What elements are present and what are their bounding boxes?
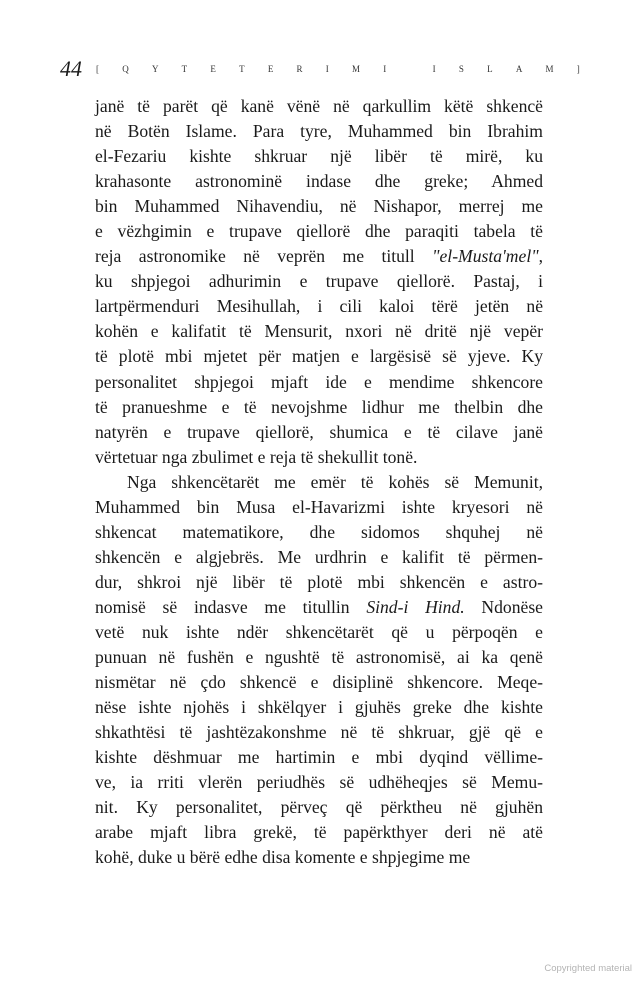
running-title-char: L — [487, 64, 493, 74]
running-title-char: R — [296, 64, 303, 74]
body-text — [95, 94, 543, 870]
running-title-char: T — [181, 64, 188, 74]
running-title-char: S — [458, 64, 464, 74]
text-line: nismëtar në çdo shkencë e disiplinë shkencore. Meqe- — [95, 672, 543, 693]
running-title-char: M — [351, 64, 360, 74]
page-number: 44 — [60, 56, 82, 81]
copyright-watermark: Copyrighted material — [544, 963, 632, 974]
text-line: të pranueshme e të nevojshme lidhur me thelbin dhe — [95, 396, 543, 417]
running-title-char: E — [267, 64, 274, 74]
text-line: nëse ishte njohës i shkëlqyer i gjuhës greke dhe kishte — [95, 697, 543, 718]
running-title-char: A — [515, 64, 523, 74]
text-line: nit. Ky personalitet, përveç që përktheu në gjuhën — [95, 797, 543, 818]
italic-title: "el-Musta'mel" — [432, 246, 539, 267]
text-line: dur, shkroi një libër të plotë mbi shkencën e astro- — [95, 571, 543, 592]
text-line: personalitet shpjegoi mjaft ide e mendime shkencore — [95, 371, 543, 392]
running-title-char: M — [545, 64, 554, 74]
running-title-char: I — [325, 64, 329, 74]
text-segment: nomisë së indasve me titullin — [95, 596, 367, 617]
text-line: Muhammed bin Musa el-Havarizmi ishte kryesori në — [95, 496, 543, 517]
text-line: ve, ia rriti vlerën periudhës së udhëheqjes së Memu- — [95, 772, 543, 793]
text-line: el-Fezariu kishte shkruar një libër të mirë, ku — [95, 146, 543, 167]
text-line: janë të parët që kanë vënë në qarkullim këtë shkencë — [95, 96, 543, 116]
text-segment: , — [538, 246, 543, 267]
text-line: shkathtësi të jashtëzakonshme në të shkruar, gjë që e — [95, 722, 543, 743]
text-line: bin Muhammed Nihavendiu, në Nishapor, merrej me — [95, 196, 543, 217]
text-line: kohën e kalifatit të Mensurit, nxori në dritë një vepër — [95, 321, 543, 342]
text-line: shkencën e algjebrës. Me urdhrin e kalifit të përmen- — [95, 546, 543, 567]
text-line: ku shpjegoi adhurimin e trupave qiellorë. Pastaj, i — [95, 271, 543, 292]
text-line: e vëzhgimin e trupave qiellorë dhe paraqiti tabela të — [95, 221, 543, 242]
running-title-char: Q — [122, 64, 129, 74]
text-line: Nga shkencëtarët me emër të kohës së Memunit, — [127, 471, 543, 492]
running-title-char: I — [383, 64, 387, 74]
running-title-char: Y — [151, 64, 159, 74]
text-line: kishte dëshmuar me hartimin e mbi dyqind vëllime- — [95, 747, 543, 768]
text-segment: reja astronomike në veprën me titull — [95, 246, 433, 267]
text-line: në Botën Islame. Para tyre, Muhammed bin Ibrahim — [95, 121, 543, 142]
text-line: vetë nuk ishte ndër shkencëtarët që u përpoqën e — [95, 621, 543, 642]
text-line — [95, 595, 543, 620]
text-line: natyrën e trupave qiellorë, shumica e të cilave janë — [95, 421, 543, 442]
text-line: krahasonte astronominë indase dhe greke; Ahmed — [95, 171, 543, 192]
italic-title: Sind-i Hind. — [366, 596, 465, 617]
text-line: punuan në fushën e ngushtë të astronomisë, ai ka qenë — [95, 647, 543, 668]
running-title — [96, 64, 580, 74]
text-line — [95, 244, 543, 269]
text-line: shkencat matematikore, dhe sidomos shquhej në — [95, 521, 543, 542]
text-line: të plotë mbi mjetet për matjen e largësisë së yjeve. Ky — [95, 346, 543, 367]
running-title-char: I — [432, 64, 436, 74]
running-title-char: E — [210, 64, 216, 74]
text-line: arabe mjaft libra grekë, të papërkthyer deri në atë — [95, 822, 543, 843]
page-header — [60, 56, 580, 82]
text-line: lartpërmenduri Mesihullah, i cili kaloi tërë jetën në — [95, 296, 543, 317]
running-title-char: T — [239, 64, 245, 74]
running-title-char: [ — [96, 64, 99, 74]
text-segment: Ndonëse — [464, 596, 543, 617]
text-line: vërtetuar nga zbulimet e reja të shekullit tonë. — [95, 446, 418, 467]
text-line: kohë, duke u bërë edhe disa komente e shpjegime me — [95, 847, 471, 868]
running-title-char: ] — [576, 64, 580, 74]
